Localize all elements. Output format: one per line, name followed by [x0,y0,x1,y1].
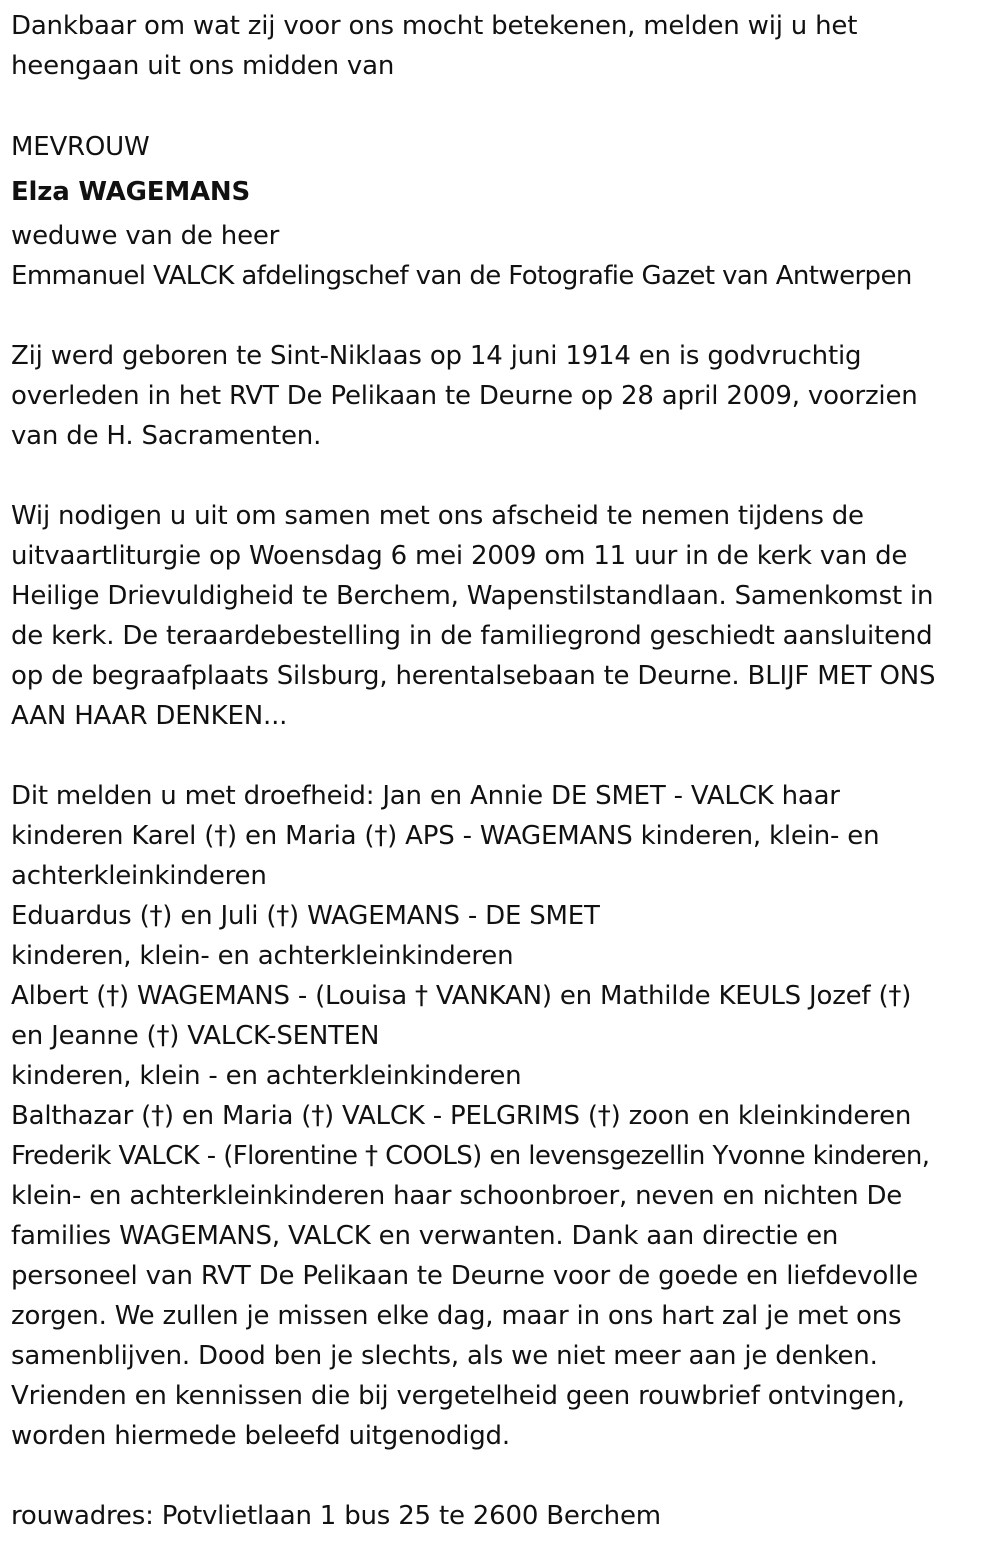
family-line: families WAGEMANS, VALCK en verwanten. Dank aan directie en [11,1221,839,1251]
spacer [11,736,996,776]
honorific-title: MEVROUW [11,132,150,162]
spacer [11,1456,996,1496]
mourning-address: rouwadres: Potvlietlaan 1 bus 25 te 2600 Berchem [11,1501,661,1531]
spacer [11,456,996,496]
spacer [11,86,996,126]
family-line: personeel van RVT De Pelikaan te Deurne voor de goede en liefdevolle [11,1261,918,1291]
birth-line: Zij werd geboren te Sint-Niklaas op 14 juni 1914 en is godvruchtig [11,341,862,371]
widow-line: weduwe van de heer [11,221,280,251]
family-line: Frederik VALCK - (Florentine † COOLS) en levensgezellin Yvonne kinderen, [11,1141,930,1171]
family-line: kinderen, klein- en achterkleinkinderen [11,941,514,971]
family-line: kinderen, klein - en achterkleinkinderen [11,1061,522,1091]
husband-line: Emmanuel VALCK afdelingschef van de Fotografie Gazet van Antwerpen [11,261,912,291]
obituary-document [11,6,996,1536]
ceremony-line: Wij nodigen u uit om samen met ons afscheid te nemen tijdens de [11,501,864,531]
birth-line: van de H. Sacramenten. [11,421,322,451]
family-line: klein- en achterkleinkinderen haar schoonbroer, neven en nichten De [11,1181,903,1211]
family-line: Eduardus (†) en Juli (†) WAGEMANS - DE SMET [11,901,600,931]
birth-line: overleden in het RVT De Pelikaan te Deurne op 28 april 2009, voorzien [11,381,918,411]
family-line: Vrienden en kennissen die bij vergetelheid geen rouwbrief ontvingen, [11,1381,905,1411]
family-line: Albert (†) WAGEMANS - (Louisa † VANKAN) en Mathilde KEULS Jozef (†) [11,981,912,1011]
intro-line: Dankbaar om wat zij voor ons mocht betekenen, melden wij u het [11,11,858,41]
ceremony-line: AAN HAAR DENKEN... [11,701,288,731]
family-line: worden hiermede beleefd uitgenodigd. [11,1421,510,1451]
family-line: Balthazar (†) en Maria (†) VALCK - PELGRIMS (†) zoon en kleinkinderen [11,1101,912,1131]
ceremony-line: uitvaartliturgie op Woensdag 6 mei 2009 om 11 uur in de kerk van de [11,541,908,571]
intro-line: heengaan uit ons midden van [11,51,395,81]
family-line: zorgen. We zullen je missen elke dag, maar in ons hart zal je met ons [11,1301,902,1331]
family-line: Dit melden u met droefheid: Jan en Annie DE SMET - VALCK haar [11,781,840,811]
family-line: achterkleinkinderen [11,861,267,891]
family-line: en Jeanne (†) VALCK-SENTEN [11,1021,380,1051]
family-line: kinderen Karel (†) en Maria (†) APS - WAGEMANS kinderen, klein- en [11,821,880,851]
ceremony-line: op de begraafplaats Silsburg, herentalsebaan te Deurne. BLIJF MET ONS [11,661,936,691]
ceremony-line: de kerk. De teraardebestelling in de familiegrond geschiedt aansluitend [11,621,933,651]
deceased-name: Elza WAGEMANS [11,177,251,207]
spacer [11,296,996,336]
ceremony-line: Heilige Drievuldigheid te Berchem, Wapenstilstandlaan. Samenkomst in [11,581,934,611]
family-line: samenblijven. Dood ben je slechts, als we niet meer aan je denken. [11,1341,878,1371]
